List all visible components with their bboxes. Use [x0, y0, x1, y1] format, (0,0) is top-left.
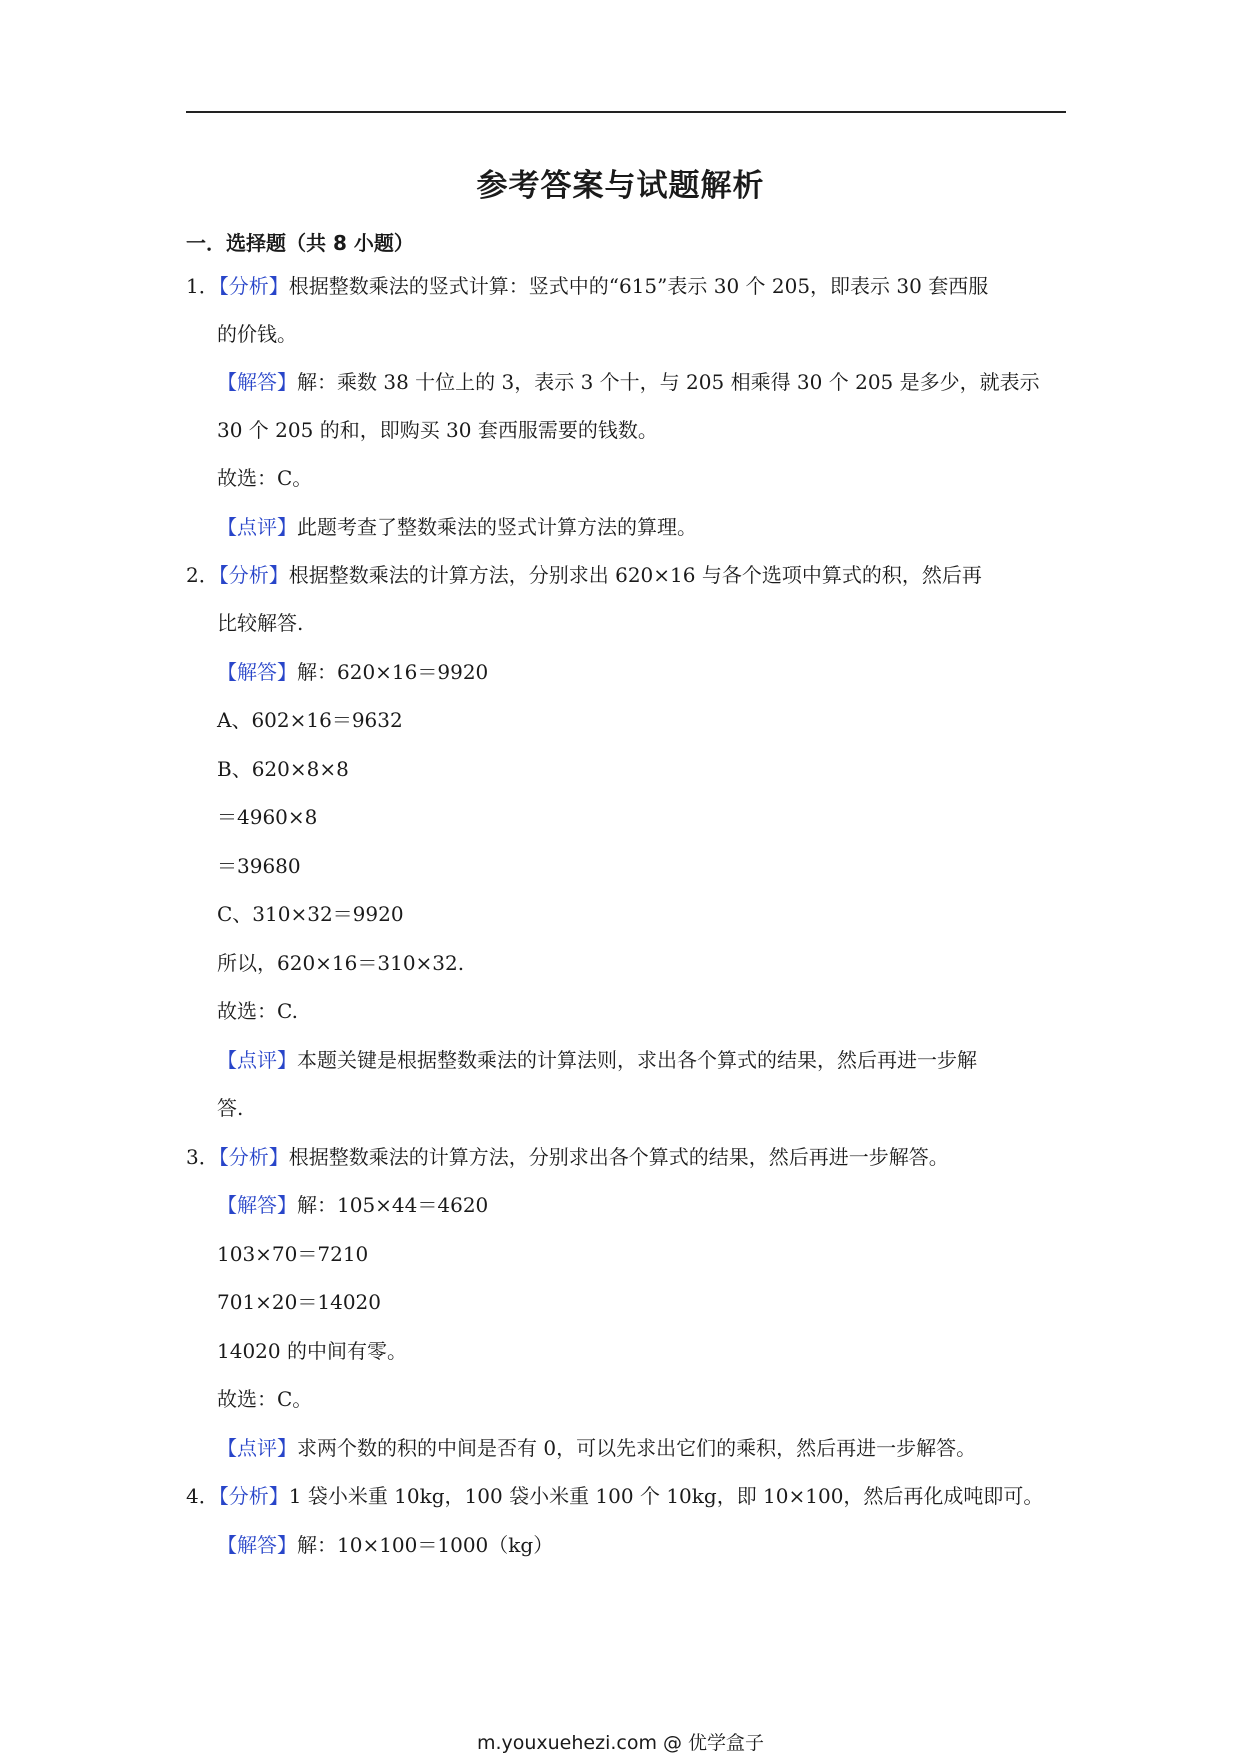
q1-line	[186, 272, 988, 300]
q4-number: 4．	[186, 1484, 219, 1508]
comment-tag: 【点评】	[217, 1436, 297, 1460]
q1-answer: 解：乘数 38 十位上的 3，表示 3 个十，与 205 相乘得 30 个 205 是多少，就表示	[297, 370, 1040, 394]
q2-option-b: B、620×8×8	[217, 757, 349, 781]
q1-analysis: 根据整数乘法的竖式计算：竖式中的“615”表示 30 个 205，即表示 30 套西服	[288, 274, 989, 298]
q2-number: 2．	[186, 563, 219, 587]
q4-line	[186, 1482, 1043, 1510]
q2-answer-line	[217, 658, 488, 686]
analysis-tag: 【分析】	[218, 563, 289, 587]
comment-tag: 【点评】	[217, 515, 297, 539]
q2-option-b-step2: ＝39680	[217, 854, 301, 878]
footer-source: m.youxuehezi.com @ 优学盒子	[476, 1732, 765, 1754]
q2-option-a: A、602×16＝9632	[217, 708, 403, 732]
q3-step3: 701×20＝14020	[217, 1290, 382, 1314]
q1-comment-line	[217, 513, 697, 541]
section-heading: 一．选择题（共 8 小题）	[186, 231, 414, 255]
q1-number: 1．	[186, 274, 219, 298]
analysis-tag: 【分析】	[218, 274, 289, 298]
q4-answer: 解：10×100＝1000（kg）	[297, 1533, 554, 1557]
analysis-tag: 【分析】	[218, 1145, 289, 1169]
q2-analysis: 根据整数乘法的计算方法，分别求出 620×16 与各个选项中算式的积，然后再	[288, 563, 982, 587]
q3-choice: 故选：C。	[217, 1387, 313, 1411]
q2-comment: 本题关键是根据整数乘法的计算法则，求出各个算式的结果，然后再进一步解	[297, 1048, 977, 1072]
q3-step4: 14020 的中间有零。	[217, 1339, 407, 1363]
answer-tag: 【解答】	[217, 660, 297, 684]
q3-step2: 103×70＝7210	[217, 1242, 369, 1266]
q2-choice: 故选：C.	[217, 999, 298, 1023]
q2-option-b-step1: ＝4960×8	[217, 805, 318, 829]
q1-answer-cont: 30 个 205 的和，即购买 30 套西服需要的钱数。	[217, 418, 658, 442]
answer-tag: 【解答】	[217, 370, 297, 394]
comment-tag: 【点评】	[217, 1048, 297, 1072]
q3-comment-line	[217, 1434, 976, 1462]
q3-comment: 求两个数的积的中间是否有 0，可以先求出它们的乘积，然后再进一步解答。	[297, 1436, 977, 1460]
q3-number: 3．	[186, 1145, 219, 1169]
header-rule	[186, 111, 1066, 113]
q2-answer: 解：620×16＝9920	[297, 660, 489, 684]
q2-comment-line	[217, 1046, 977, 1074]
page-title: 参考答案与试题解析	[476, 168, 765, 204]
analysis-tag: 【分析】	[218, 1484, 289, 1508]
q1-answer-line	[217, 368, 1040, 396]
q2-comment-cont: 答.	[217, 1096, 244, 1120]
q3-answer-line	[217, 1191, 488, 1219]
q3-answer: 解：105×44＝4620	[297, 1193, 489, 1217]
answer-tag: 【解答】	[217, 1533, 297, 1557]
q3-analysis: 根据整数乘法的计算方法，分别求出各个算式的结果，然后再进一步解答。	[288, 1145, 949, 1169]
q1-choice: 故选：C。	[217, 466, 313, 490]
q2-line	[186, 561, 982, 589]
q4-analysis: 1 袋小米重 10kg，100 袋小米重 100 个 10kg，即 10×100，然后再化成吨即可。	[288, 1484, 1044, 1508]
q1-analysis-cont: 的价钱。	[217, 322, 297, 346]
q4-answer-line	[217, 1531, 553, 1559]
q3-line	[186, 1143, 949, 1171]
q2-option-c: C、310×32＝9920	[217, 902, 404, 926]
q2-analysis-cont: 比较解答.	[217, 611, 304, 635]
answer-tag: 【解答】	[217, 1193, 297, 1217]
q1-comment: 此题考查了整数乘法的竖式计算方法的算理。	[297, 515, 697, 539]
q2-conclusion: 所以，620×16＝310×32.	[217, 951, 465, 975]
